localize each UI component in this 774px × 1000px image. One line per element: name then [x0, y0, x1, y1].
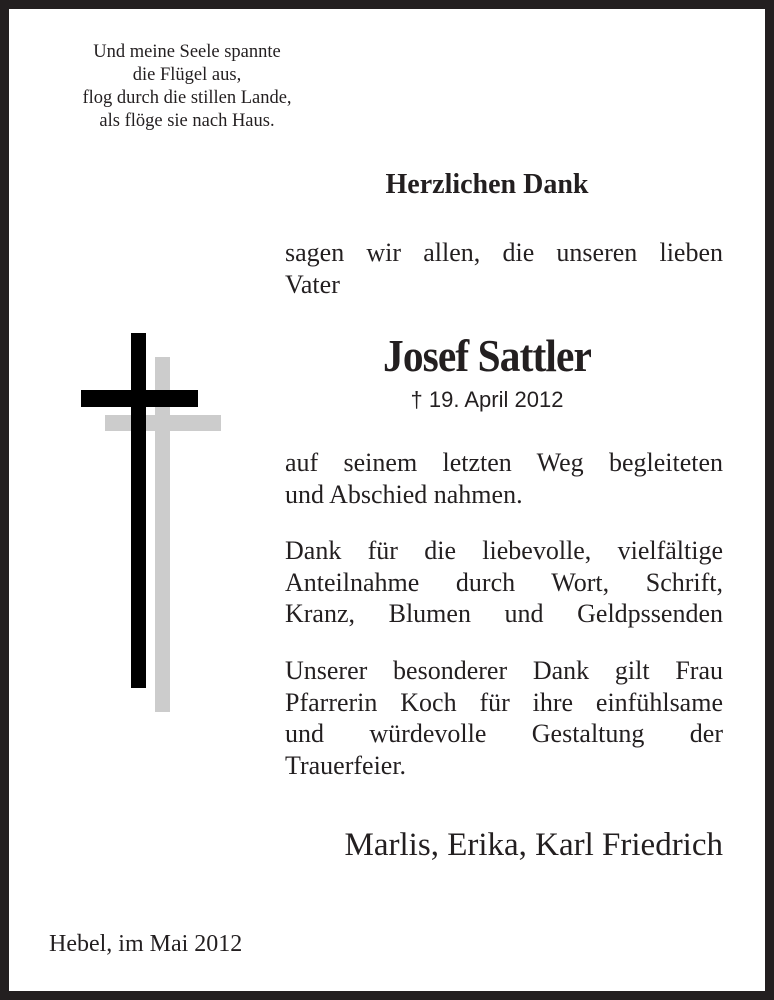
paragraph-1 [285, 447, 723, 510]
poem-line: die Flügel aus, [132, 65, 242, 85]
deceased-name: Josef Sattler [383, 330, 591, 381]
poem [29, 41, 345, 133]
text-line: Pfarrerin Koch für ihre einfühlsame [285, 687, 723, 717]
text-line: Unserer besonderer Dank gilt Frau [285, 656, 723, 685]
text-line: und würdevolle Gestaltung der [285, 719, 723, 748]
paragraph-2 [285, 535, 723, 630]
text-line: Trauerfeier. [285, 750, 407, 780]
poem-line: als flöge sie nach Haus. [99, 111, 275, 131]
signature: Marlis, Erika, Karl Friedrich [344, 827, 723, 863]
text-line: sagen wir allen, die unseren lieben [285, 238, 723, 267]
paragraph-3 [285, 655, 723, 781]
heading: Herzlichen Dank [385, 169, 589, 200]
text-line: Dank für die liebevolle, vielfältige [285, 536, 723, 565]
death-date: † 19. April 2012 [410, 387, 564, 412]
text-line: Kranz, Blumen und Geldpssenden [285, 599, 723, 628]
text-line: auf seinem letzten Weg begleiteten [285, 448, 723, 477]
poem-line: flog durch die stillen Lande, [82, 88, 292, 108]
text-line: und Abschied nahmen. [285, 479, 523, 509]
text-line: Anteilnahme durch Wort, Schrift, [285, 567, 723, 597]
text-line: Vater [285, 269, 340, 299]
poem-line: Und meine Seele spannte [93, 42, 281, 62]
place-date: Hebel, im Mai 2012 [49, 931, 243, 957]
intro-paragraph [285, 237, 723, 300]
